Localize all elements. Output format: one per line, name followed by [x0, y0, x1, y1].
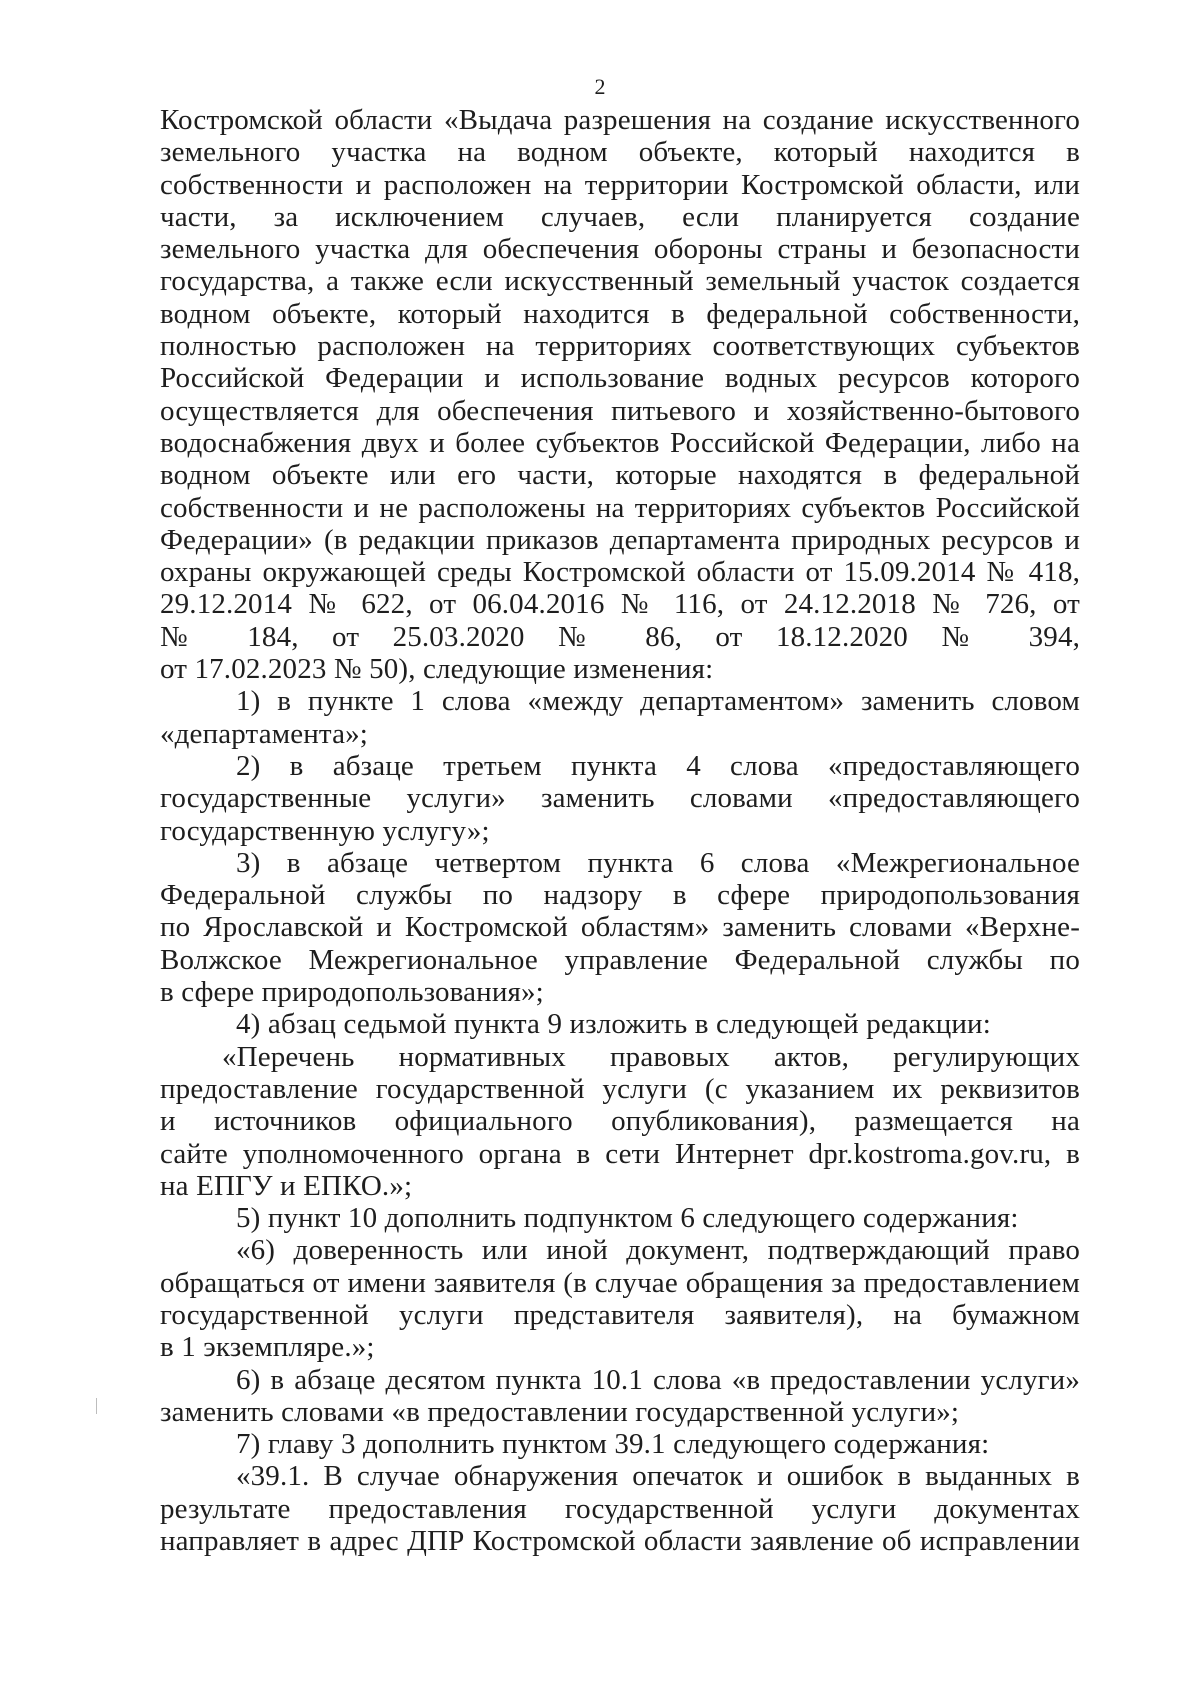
text-line: «6) доверенность или иной документ, подтверждающий право — [236, 1234, 1080, 1267]
text-line: «39.1. В случае обнаружения опечаток и ошибок в выданных в — [236, 1460, 1080, 1493]
text-line: в сфере природопользования»; — [160, 976, 544, 1009]
text-line: «Перечень нормативных правовых актов, регулирующих — [222, 1040, 1080, 1073]
text-line: 4) абзац седьмой пункта 9 изложить в следующей редакции: — [236, 1008, 991, 1041]
text-line: 7) главу 3 дополнить пунктом 39.1 следующего содержания: — [236, 1428, 990, 1461]
text-line: результате предоставления государственной услуги документах — [160, 1492, 1080, 1525]
text-line: водоснабжения двух и более субъектов Российской Федерации, либо на — [160, 426, 1080, 459]
text-line: 29.12.2014 № 622, от 06.04.2016 № 116, от 24.12.2018 № 726, от — [160, 588, 1080, 621]
text-line: заменить словами «в предоставлении государственной услуги»; — [160, 1395, 960, 1428]
text-line: сайте уполномоченного органа в сети Интернет dpr.kostroma.gov.ru, в — [160, 1137, 1080, 1170]
text-line: 5) пункт 10 дополнить подпунктом 6 следующего содержания: — [236, 1202, 1019, 1235]
text-line: государства, а также если искусственный земельный участок создается — [160, 265, 1080, 298]
text-line: части, за исключением случаев, если планируется создание — [160, 200, 1080, 233]
text-line: земельного участка для обеспечения обороны страны и безопасности — [160, 233, 1080, 266]
text-line: Костромской области «Выдача разрешения на создание искусственного — [160, 104, 1080, 136]
margin-mark — [96, 1398, 97, 1414]
text-line: 6) в абзаце десятом пункта 10.1 слова «в предоставлении услуги» — [236, 1363, 1080, 1396]
text-line: государственную услугу»; — [160, 814, 490, 847]
text-line: водном объекте, который находится в федеральной собственности, — [160, 297, 1080, 330]
page-number: 2 — [594, 74, 606, 99]
text-line: 1) в пункте 1 слова «между департаментом» заменить словом — [236, 685, 1080, 718]
text-line: государственной услуги представителя заявителя), на бумажном — [160, 1298, 1080, 1331]
text-line: охраны окружающей среды Костромской области от 15.09.2014 № 418, — [160, 556, 1080, 589]
text-line: собственности и не расположены на территориях субъектов Российской — [160, 491, 1080, 524]
text-line: осуществляется для обеспечения питьевого и хозяйственно-бытового — [160, 394, 1080, 427]
text-line: и источников официального опубликования), размещается на — [160, 1105, 1080, 1138]
text-line: земельного участка на водном объекте, который находится в — [160, 136, 1080, 169]
text-line: Федеральной службы по надзору в сфере природопользования — [160, 879, 1080, 912]
text-line: Российской Федерации и использование водных ресурсов которого — [160, 362, 1080, 395]
text-line: Волжское Межрегиональное управление Федеральной службы по — [160, 943, 1080, 976]
text-line: государственные услуги» заменить словами «предоставляющего — [160, 782, 1080, 815]
text-line: предоставление государственной услуги (с указанием их реквизитов — [160, 1072, 1080, 1105]
text-line: на ЕПГУ и ЕПКО.»; — [160, 1169, 413, 1202]
text-line: 2) в абзаце третьем пункта 4 слова «предоставляющего — [236, 749, 1080, 782]
text-line: «департамента»; — [160, 717, 368, 750]
text-line: собственности и расположен на территории Костромской области, или — [160, 168, 1080, 201]
text-line: 3) в абзаце четвертом пункта 6 слова «Межрегиональное — [236, 846, 1080, 879]
text-line: полностью расположен на территориях соответствующих субъектов — [160, 330, 1080, 363]
text-line: направляет в адрес ДПР Костромской области заявление об исправлении — [160, 1525, 1080, 1558]
text-line: Федерации» (в редакции приказов департамента природных ресурсов и — [160, 523, 1080, 556]
document-body — [160, 104, 1080, 1557]
text-line: по Ярославской и Костромской областям» заменить словами «Верхне- — [160, 911, 1080, 944]
text-line: обращаться от имени заявителя (в случае обращения за предоставлением — [160, 1266, 1080, 1299]
text-line: № 184, от 25.03.2020 № 86, от 18.12.2020 № 394, — [160, 620, 1080, 653]
text-line: от 17.02.2023 № 50), следующие изменения: — [160, 653, 714, 686]
text-line: в 1 экземпляре.»; — [160, 1331, 375, 1364]
text-line: водном объекте или его части, которые находятся в федеральной — [160, 459, 1080, 492]
